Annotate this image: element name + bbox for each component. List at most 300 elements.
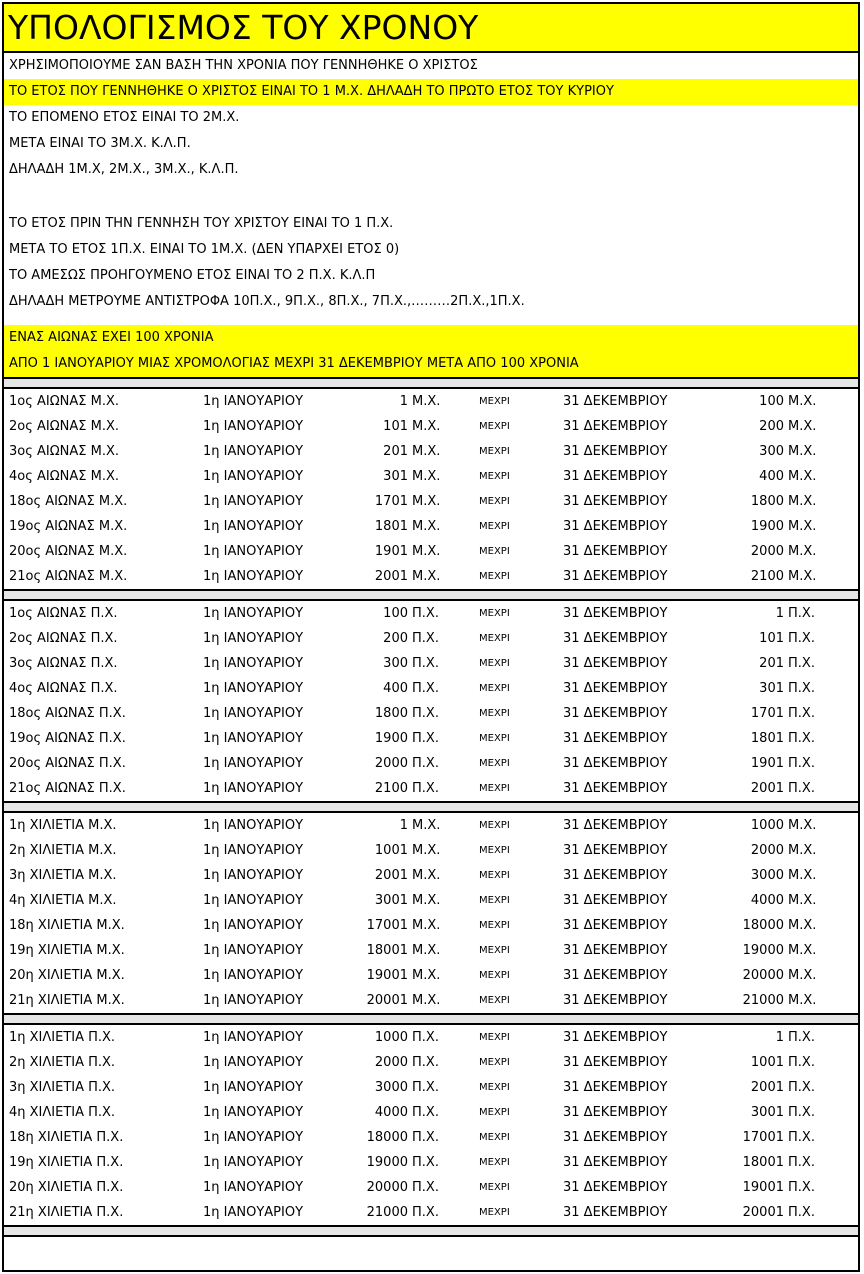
- end-date: 31 ΔΕΚΕΜΒΡΙΟΥ: [563, 918, 668, 933]
- start-date: 1η ΙΑΝΟΥΑΡΙΟΥ: [203, 1155, 304, 1170]
- end-era: Μ.Χ.: [788, 918, 817, 933]
- start-year: 20001: [366, 993, 408, 1008]
- start-year: 3001: [374, 893, 408, 908]
- table-row: [4, 751, 858, 776]
- start-year: 1701: [374, 494, 408, 509]
- end-year: 101: [759, 631, 784, 646]
- period-name: 20ος ΑΙΩΝΑΣ Μ.Χ.: [9, 544, 128, 559]
- table-row: [4, 439, 858, 464]
- start-era: Μ.Χ.: [412, 968, 441, 983]
- start-year: 2001: [374, 868, 408, 883]
- table-row: [4, 938, 858, 963]
- period-name: 1η ΧΙΛΙΕΤΙΑ Μ.Χ.: [9, 818, 117, 833]
- table-row: [4, 1150, 858, 1175]
- start-date: 1η ΙΑΝΟΥΑΡΙΟΥ: [203, 918, 304, 933]
- start-era: Π.Χ.: [412, 781, 439, 796]
- end-era: Μ.Χ.: [788, 519, 817, 534]
- period-name: 20ος ΑΙΩΝΑΣ Π.Χ.: [9, 756, 126, 771]
- table-row: [4, 726, 858, 751]
- start-year: 2001: [374, 569, 408, 584]
- end-date: 31 ΔΕΚΕΜΒΡΙΟΥ: [563, 631, 668, 646]
- start-era: Π.Χ.: [412, 756, 439, 771]
- table-row: [4, 489, 858, 514]
- end-date: 31 ΔΕΚΕΜΒΡΙΟΥ: [563, 1030, 668, 1045]
- table-row: [4, 963, 858, 988]
- section-divider: [4, 377, 858, 389]
- end-era: Π.Χ.: [788, 631, 815, 646]
- end-date: 31 ΔΕΚΕΜΒΡΙΟΥ: [563, 656, 668, 671]
- start-year: 4000: [374, 1105, 408, 1120]
- end-era: Π.Χ.: [788, 1180, 815, 1195]
- start-date: 1η ΙΑΝΟΥΑΡΙΟΥ: [203, 756, 304, 771]
- end-year: 20000: [742, 968, 784, 983]
- start-year: 301: [383, 469, 408, 484]
- start-era: Μ.Χ.: [412, 843, 441, 858]
- start-era: Π.Χ.: [412, 1105, 439, 1120]
- start-date: 1η ΙΑΝΟΥΑΡΙΟΥ: [203, 606, 304, 621]
- end-year: 2000: [750, 843, 784, 858]
- period-name: 1ος ΑΙΩΝΑΣ Μ.Χ.: [9, 394, 119, 409]
- period-name: 4η ΧΙΛΙΕΤΙΑ Μ.Χ.: [9, 893, 117, 908]
- bc-line: ΜΕΤΑ ΤΟ ΕΤΟΣ 1Π.Χ. ΕΙΝΑΙ ΤΟ 1Μ.Χ. (ΔΕΝ ΥΠΑΡΧΕΙ ΕΤΟΣ 0): [9, 242, 400, 257]
- end-year: 301: [759, 681, 784, 696]
- until-word: ΜΕΧΡΙ: [479, 1082, 510, 1093]
- start-year: 1801: [374, 519, 408, 534]
- bc-block: [4, 211, 858, 315]
- section-divider: [4, 1013, 858, 1025]
- table-row: [4, 1050, 858, 1075]
- end-year: 200: [759, 419, 784, 434]
- until-word: ΜΕΧΡΙ: [479, 658, 510, 669]
- table-row: [4, 838, 858, 863]
- end-era: Μ.Χ.: [788, 394, 817, 409]
- end-year: 19001: [742, 1180, 784, 1195]
- until-word: ΜΕΧΡΙ: [479, 608, 510, 619]
- start-date: 1η ΙΑΝΟΥΑΡΙΟΥ: [203, 544, 304, 559]
- start-date: 1η ΙΑΝΟΥΑΡΙΟΥ: [203, 569, 304, 584]
- start-date: 1η ΙΑΝΟΥΑΡΙΟΥ: [203, 1105, 304, 1120]
- until-word: ΜΕΧΡΙ: [479, 683, 510, 694]
- period-name: 2ος ΑΙΩΝΑΣ Μ.Χ.: [9, 419, 119, 434]
- end-year: 4000: [750, 893, 784, 908]
- period-name: 3ος ΑΙΩΝΑΣ Μ.Χ.: [9, 444, 119, 459]
- start-era: Μ.Χ.: [412, 544, 441, 559]
- start-date: 1η ΙΑΝΟΥΑΡΙΟΥ: [203, 818, 304, 833]
- start-year: 2000: [374, 756, 408, 771]
- end-year: 1900: [750, 519, 784, 534]
- end-era: Π.Χ.: [788, 731, 815, 746]
- until-word: ΜΕΧΡΙ: [479, 1157, 510, 1168]
- century-line: ΑΠΟ 1 ΙΑΝΟΥΑΡΙΟΥ ΜΙΑΣ ΧΡΟΜΟΛΟΓΙΑΣ ΜΕΧΡΙ 31 ΔΕΚΕΜΒΡΙΟΥ ΜΕΤΑ ΑΠΟ 100 ΧΡΟΝΙΑ: [4, 351, 858, 377]
- end-date: 31 ΔΕΚΕΜΒΡΙΟΥ: [563, 943, 668, 958]
- start-era: Μ.Χ.: [412, 519, 441, 534]
- bc-line: ΔΗΛΑΔΗ ΜΕΤΡΟΥΜΕ ΑΝΤΙΣΤΡΟΦΑ 10Π.Χ., 9Π.Χ., 8Π.Χ., 7Π.Χ.,………2Π.Χ.,1Π.Χ.: [9, 294, 525, 309]
- until-word: ΜΕΧΡΙ: [479, 895, 510, 906]
- end-era: Μ.Χ.: [788, 469, 817, 484]
- until-word: ΜΕΧΡΙ: [479, 633, 510, 644]
- table-row: [4, 888, 858, 913]
- end-era: Π.Χ.: [788, 1130, 815, 1145]
- end-date: 31 ΔΕΚΕΜΒΡΙΟΥ: [563, 394, 668, 409]
- start-year: 100: [383, 606, 408, 621]
- start-era: Μ.Χ.: [412, 918, 441, 933]
- start-year: 1: [399, 818, 408, 833]
- end-date: 31 ΔΕΚΕΜΒΡΙΟΥ: [563, 1130, 668, 1145]
- end-era: Μ.Χ.: [788, 569, 817, 584]
- start-era: Μ.Χ.: [412, 469, 441, 484]
- start-era: Π.Χ.: [412, 1205, 439, 1220]
- bc-line: ΤΟ ΕΤΟΣ ΠΡΙΝ ΤΗΝ ΓΕΝΝΗΣΗ ΤΟΥ ΧΡΙΣΤΟΥ ΕΙΝΑΙ ΤΟ 1 Π.Χ.: [9, 216, 394, 231]
- end-era: Μ.Χ.: [788, 893, 817, 908]
- period-name: 3η ΧΙΛΙΕΤΙΑ Μ.Χ.: [9, 868, 117, 883]
- end-year: 21000: [742, 993, 784, 1008]
- table-row: [4, 514, 858, 539]
- start-year: 18001: [366, 943, 408, 958]
- until-word: ΜΕΧΡΙ: [479, 471, 510, 482]
- period-name: 19η ΧΙΛΙΕΤΙΑ Μ.Χ.: [9, 943, 125, 958]
- start-era: Π.Χ.: [412, 706, 439, 721]
- start-date: 1η ΙΑΝΟΥΑΡΙΟΥ: [203, 1080, 304, 1095]
- start-year: 20000: [366, 1180, 408, 1195]
- start-era: Μ.Χ.: [412, 868, 441, 883]
- start-date: 1η ΙΑΝΟΥΑΡΙΟΥ: [203, 631, 304, 646]
- start-era: Π.Χ.: [412, 606, 439, 621]
- start-year: 201: [383, 444, 408, 459]
- table-row: [4, 626, 858, 651]
- period-name: 19η ΧΙΛΙΕΤΙΑ Π.Χ.: [9, 1155, 124, 1170]
- until-word: ΜΕΧΡΙ: [479, 1182, 510, 1193]
- end-year: 2001: [750, 1080, 784, 1095]
- end-year: 2001: [750, 781, 784, 796]
- end-era: Μ.Χ.: [788, 419, 817, 434]
- until-word: ΜΕΧΡΙ: [479, 820, 510, 831]
- period-name: 2ος ΑΙΩΝΑΣ Π.Χ.: [9, 631, 118, 646]
- until-word: ΜΕΧΡΙ: [479, 396, 510, 407]
- period-name: 18ος ΑΙΩΝΑΣ Π.Χ.: [9, 706, 126, 721]
- end-year: 1000: [750, 818, 784, 833]
- until-word: ΜΕΧΡΙ: [479, 1132, 510, 1143]
- document-sheet: [2, 2, 860, 1272]
- until-word: ΜΕΧΡΙ: [479, 1032, 510, 1043]
- period-name: 1η ΧΙΛΙΕΤΙΑ Π.Χ.: [9, 1030, 116, 1045]
- table-row: [4, 651, 858, 676]
- start-year: 400: [383, 681, 408, 696]
- end-date: 31 ΔΕΚΕΜΒΡΙΟΥ: [563, 419, 668, 434]
- until-word: ΜΕΧΡΙ: [479, 758, 510, 769]
- period-name: 2η ΧΙΛΙΕΤΙΑ Π.Χ.: [9, 1055, 116, 1070]
- start-year: 18000: [366, 1130, 408, 1145]
- end-date: 31 ΔΕΚΕΜΒΡΙΟΥ: [563, 781, 668, 796]
- start-year: 1900: [374, 731, 408, 746]
- start-date: 1η ΙΑΝΟΥΑΡΙΟΥ: [203, 1055, 304, 1070]
- start-year: 1: [399, 394, 408, 409]
- until-word: ΜΕΧΡΙ: [479, 845, 510, 856]
- start-era: Π.Χ.: [412, 1055, 439, 1070]
- start-date: 1η ΙΑΝΟΥΑΡΙΟΥ: [203, 1180, 304, 1195]
- end-era: Μ.Χ.: [788, 818, 817, 833]
- start-date: 1η ΙΑΝΟΥΑΡΙΟΥ: [203, 781, 304, 796]
- period-name: 4ος ΑΙΩΝΑΣ Μ.Χ.: [9, 469, 119, 484]
- end-year: 17001: [742, 1130, 784, 1145]
- century-definition-block: [4, 325, 858, 377]
- start-era: Μ.Χ.: [412, 444, 441, 459]
- end-era: Μ.Χ.: [788, 843, 817, 858]
- section-millennia-ad: [4, 813, 858, 1013]
- end-date: 31 ΔΕΚΕΜΒΡΙΟΥ: [563, 893, 668, 908]
- section-divider: [4, 801, 858, 813]
- end-year: 1901: [750, 756, 784, 771]
- end-date: 31 ΔΕΚΕΜΒΡΙΟΥ: [563, 569, 668, 584]
- end-era: Μ.Χ.: [788, 968, 817, 983]
- end-era: Π.Χ.: [788, 656, 815, 671]
- until-word: ΜΕΧΡΙ: [479, 1107, 510, 1118]
- until-word: ΜΕΧΡΙ: [479, 1057, 510, 1068]
- start-date: 1η ΙΑΝΟΥΑΡΙΟΥ: [203, 394, 304, 409]
- period-name: 18η ΧΙΛΙΕΤΙΑ Π.Χ.: [9, 1130, 124, 1145]
- period-name: 19ος ΑΙΩΝΑΣ Π.Χ.: [9, 731, 126, 746]
- period-name: 1ος ΑΙΩΝΑΣ Π.Χ.: [9, 606, 118, 621]
- start-year: 19001: [366, 968, 408, 983]
- until-word: ΜΕΧΡΙ: [479, 970, 510, 981]
- end-year: 400: [759, 469, 784, 484]
- section-millennia-bc: [4, 1025, 858, 1225]
- period-name: 20η ΧΙΛΙΕΤΙΑ Μ.Χ.: [9, 968, 125, 983]
- table-row: [4, 676, 858, 701]
- end-era: Π.Χ.: [788, 1205, 815, 1220]
- section-centuries-ad: [4, 389, 858, 589]
- until-word: ΜΕΧΡΙ: [479, 945, 510, 956]
- end-year: 300: [759, 444, 784, 459]
- until-word: ΜΕΧΡΙ: [479, 870, 510, 881]
- start-era: Π.Χ.: [412, 656, 439, 671]
- start-date: 1η ΙΑΝΟΥΑΡΙΟΥ: [203, 868, 304, 883]
- start-era: Π.Χ.: [412, 731, 439, 746]
- end-era: Μ.Χ.: [788, 444, 817, 459]
- period-name: 18ος ΑΙΩΝΑΣ Μ.Χ.: [9, 494, 128, 509]
- end-date: 31 ΔΕΚΕΜΒΡΙΟΥ: [563, 519, 668, 534]
- until-word: ΜΕΧΡΙ: [479, 708, 510, 719]
- start-era: Μ.Χ.: [412, 394, 441, 409]
- page-title: ΥΠΟΛΟΓΙΣΜΟΣ ΤΟΥ ΧΡΟΝΟΥ: [4, 4, 858, 53]
- start-era: Μ.Χ.: [412, 818, 441, 833]
- until-word: ΜΕΧΡΙ: [479, 446, 510, 457]
- end-date: 31 ΔΕΚΕΜΒΡΙΟΥ: [563, 444, 668, 459]
- end-year: 19000: [742, 943, 784, 958]
- section-divider: [4, 589, 858, 601]
- end-date: 31 ΔΕΚΕΜΒΡΙΟΥ: [563, 1155, 668, 1170]
- end-era: Π.Χ.: [788, 1030, 815, 1045]
- end-year: 3000: [750, 868, 784, 883]
- end-year: 1801: [750, 731, 784, 746]
- end-era: Μ.Χ.: [788, 943, 817, 958]
- end-year: 20001: [742, 1205, 784, 1220]
- end-date: 31 ΔΕΚΕΜΒΡΙΟΥ: [563, 818, 668, 833]
- period-name: 21η ΧΙΛΙΕΤΙΑ Π.Χ.: [9, 1205, 124, 1220]
- until-word: ΜΕΧΡΙ: [479, 521, 510, 532]
- start-year: 21000: [366, 1205, 408, 1220]
- end-year: 1: [775, 606, 784, 621]
- start-era: Π.Χ.: [412, 1080, 439, 1095]
- until-word: ΜΕΧΡΙ: [479, 546, 510, 557]
- start-year: 2000: [374, 1055, 408, 1070]
- until-word: ΜΕΧΡΙ: [479, 1207, 510, 1218]
- end-date: 31 ΔΕΚΕΜΒΡΙΟΥ: [563, 968, 668, 983]
- start-era: Μ.Χ.: [412, 893, 441, 908]
- period-name: 18η ΧΙΛΙΕΤΙΑ Μ.Χ.: [9, 918, 125, 933]
- end-year: 2100: [750, 569, 784, 584]
- table-row: [4, 539, 858, 564]
- end-date: 31 ΔΕΚΕΜΒΡΙΟΥ: [563, 843, 668, 858]
- until-word: ΜΕΧΡΙ: [479, 496, 510, 507]
- start-era: Π.Χ.: [412, 1180, 439, 1195]
- start-era: Π.Χ.: [412, 681, 439, 696]
- until-word: ΜΕΧΡΙ: [479, 733, 510, 744]
- start-date: 1η ΙΑΝΟΥΑΡΙΟΥ: [203, 494, 304, 509]
- start-date: 1η ΙΑΝΟΥΑΡΙΟΥ: [203, 469, 304, 484]
- table-row: [4, 389, 858, 414]
- table-row: [4, 913, 858, 938]
- end-era: Π.Χ.: [788, 706, 815, 721]
- table-row: [4, 1200, 858, 1225]
- start-date: 1η ΙΑΝΟΥΑΡΙΟΥ: [203, 1205, 304, 1220]
- table-row: [4, 1075, 858, 1100]
- period-name: 3ος ΑΙΩΝΑΣ Π.Χ.: [9, 656, 118, 671]
- start-year: 3000: [374, 1080, 408, 1095]
- start-era: Μ.Χ.: [412, 569, 441, 584]
- period-name: 4η ΧΙΛΙΕΤΙΑ Π.Χ.: [9, 1105, 116, 1120]
- table-row: [4, 601, 858, 626]
- start-date: 1η ΙΑΝΟΥΑΡΙΟΥ: [203, 893, 304, 908]
- end-era: Π.Χ.: [788, 1105, 815, 1120]
- intro-block: [4, 53, 858, 183]
- table-row: [4, 776, 858, 801]
- spacer: [4, 315, 858, 325]
- end-date: 31 ΔΕΚΕΜΒΡΙΟΥ: [563, 544, 668, 559]
- end-year: 201: [759, 656, 784, 671]
- end-date: 31 ΔΕΚΕΜΒΡΙΟΥ: [563, 1105, 668, 1120]
- until-word: ΜΕΧΡΙ: [479, 783, 510, 794]
- section-centuries-bc: [4, 601, 858, 801]
- start-date: 1η ΙΑΝΟΥΑΡΙΟΥ: [203, 1130, 304, 1145]
- end-year: 1800: [750, 494, 784, 509]
- end-year: 1001: [750, 1055, 784, 1070]
- table-row: [4, 813, 858, 838]
- period-name: 21ος ΑΙΩΝΑΣ Μ.Χ.: [9, 569, 128, 584]
- start-year: 300: [383, 656, 408, 671]
- until-word: ΜΕΧΡΙ: [479, 920, 510, 931]
- start-year: 101: [383, 419, 408, 434]
- start-date: 1η ΙΑΝΟΥΑΡΙΟΥ: [203, 968, 304, 983]
- until-word: ΜΕΧΡΙ: [479, 571, 510, 582]
- end-era: Π.Χ.: [788, 681, 815, 696]
- table-row: [4, 564, 858, 589]
- start-era: Μ.Χ.: [412, 494, 441, 509]
- start-date: 1η ΙΑΝΟΥΑΡΙΟΥ: [203, 519, 304, 534]
- intro-line-highlighted: ΤΟ ΕΤΟΣ ΠΟΥ ΓΕΝΝΗΘΗΚΕ Ο ΧΡΙΣΤΟΣ ΕΙΝΑΙ ΤΟ 1 Μ.Χ. ΔΗΛΑΔΗ ΤΟ ΠΡΩΤΟ ΕΤΟΣ ΤΟΥ ΚΥΡΙΟΥ: [4, 79, 858, 105]
- end-date: 31 ΔΕΚΕΜΒΡΙΟΥ: [563, 868, 668, 883]
- end-date: 31 ΔΕΚΕΜΒΡΙΟΥ: [563, 1205, 668, 1220]
- intro-line: ΤΟ ΕΠΟΜΕΝΟ ΕΤΟΣ ΕΙΝΑΙ ΤΟ 2Μ.Χ.: [9, 110, 240, 125]
- intro-line: ΜΕΤΑ ΕΙΝΑΙ ΤΟ 3Μ.Χ. Κ.Λ.Π.: [9, 136, 191, 151]
- century-line: ΕΝΑΣ ΑΙΩΝΑΣ ΕΧΕΙ 100 ΧΡΟΝΙΑ: [4, 325, 858, 351]
- start-era: Π.Χ.: [412, 1130, 439, 1145]
- bc-line: ΤΟ ΑΜΕΣΩΣ ΠΡΟΗΓΟΥΜΕΝΟ ΕΤΟΣ ΕΙΝΑΙ ΤΟ 2 Π.Χ. Κ.Λ.Π: [9, 268, 376, 283]
- period-name: 2η ΧΙΛΙΕΤΙΑ Μ.Χ.: [9, 843, 117, 858]
- start-date: 1η ΙΑΝΟΥΑΡΙΟΥ: [203, 843, 304, 858]
- start-year: 1000: [374, 1030, 408, 1045]
- end-era: Μ.Χ.: [788, 494, 817, 509]
- period-name: 3η ΧΙΛΙΕΤΙΑ Π.Χ.: [9, 1080, 116, 1095]
- until-word: ΜΕΧΡΙ: [479, 421, 510, 432]
- table-row: [4, 1100, 858, 1125]
- start-era: Π.Χ.: [412, 1155, 439, 1170]
- period-name: 19ος ΑΙΩΝΑΣ Μ.Χ.: [9, 519, 128, 534]
- period-name: 4ος ΑΙΩΝΑΣ Π.Χ.: [9, 681, 118, 696]
- until-word: ΜΕΧΡΙ: [479, 995, 510, 1006]
- start-date: 1η ΙΑΝΟΥΑΡΙΟΥ: [203, 1030, 304, 1045]
- start-date: 1η ΙΑΝΟΥΑΡΙΟΥ: [203, 656, 304, 671]
- end-year: 100: [759, 394, 784, 409]
- start-era: Μ.Χ.: [412, 943, 441, 958]
- start-era: Μ.Χ.: [412, 993, 441, 1008]
- start-era: Μ.Χ.: [412, 419, 441, 434]
- intro-line: ΔΗΛΑΔΗ 1Μ.Χ, 2Μ.Χ., 3Μ.Χ., Κ.Λ.Π.: [9, 162, 239, 177]
- end-year: 18001: [742, 1155, 784, 1170]
- start-date: 1η ΙΑΝΟΥΑΡΙΟΥ: [203, 706, 304, 721]
- end-date: 31 ΔΕΚΕΜΒΡΙΟΥ: [563, 1055, 668, 1070]
- end-date: 31 ΔΕΚΕΜΒΡΙΟΥ: [563, 681, 668, 696]
- start-date: 1η ΙΑΝΟΥΑΡΙΟΥ: [203, 943, 304, 958]
- period-tables: [4, 377, 858, 1237]
- intro-line: ΧΡΗΣΙΜΟΠΟΙΟΥΜΕ ΣΑΝ ΒΑΣΗ ΤΗΝ ΧΡΟΝΙΑ ΠΟΥ ΓΕΝΝΗΘΗΚΕ Ο ΧΡΙΣΤΟΣ: [9, 58, 478, 73]
- end-year: 3001: [750, 1105, 784, 1120]
- start-year: 200: [383, 631, 408, 646]
- end-date: 31 ΔΕΚΕΜΒΡΙΟΥ: [563, 756, 668, 771]
- end-era: Π.Χ.: [788, 1155, 815, 1170]
- start-date: 1η ΙΑΝΟΥΑΡΙΟΥ: [203, 731, 304, 746]
- start-date: 1η ΙΑΝΟΥΑΡΙΟΥ: [203, 681, 304, 696]
- end-era: Π.Χ.: [788, 1055, 815, 1070]
- table-row: [4, 414, 858, 439]
- start-year: 1800: [374, 706, 408, 721]
- period-name: 21ος ΑΙΩΝΑΣ Π.Χ.: [9, 781, 126, 796]
- start-year: 19000: [366, 1155, 408, 1170]
- table-row: [4, 701, 858, 726]
- table-row: [4, 1025, 858, 1050]
- start-era: Π.Χ.: [412, 631, 439, 646]
- end-year: 2000: [750, 544, 784, 559]
- end-era: Π.Χ.: [788, 781, 815, 796]
- table-row: [4, 863, 858, 888]
- period-name: 21η ΧΙΛΙΕΤΙΑ Μ.Χ.: [9, 993, 125, 1008]
- end-year: 1701: [750, 706, 784, 721]
- start-year: 2100: [374, 781, 408, 796]
- end-date: 31 ΔΕΚΕΜΒΡΙΟΥ: [563, 706, 668, 721]
- end-date: 31 ΔΕΚΕΜΒΡΙΟΥ: [563, 731, 668, 746]
- period-name: 20η ΧΙΛΙΕΤΙΑ Π.Χ.: [9, 1180, 124, 1195]
- end-year: 18000: [742, 918, 784, 933]
- table-row: [4, 464, 858, 489]
- table-row: [4, 1125, 858, 1150]
- end-year: 1: [775, 1030, 784, 1045]
- start-year: 1901: [374, 544, 408, 559]
- end-era: Π.Χ.: [788, 756, 815, 771]
- start-year: 1001: [374, 843, 408, 858]
- end-date: 31 ΔΕΚΕΜΒΡΙΟΥ: [563, 1080, 668, 1095]
- end-date: 31 ΔΕΚΕΜΒΡΙΟΥ: [563, 494, 668, 509]
- end-date: 31 ΔΕΚΕΜΒΡΙΟΥ: [563, 1180, 668, 1195]
- end-era: Μ.Χ.: [788, 544, 817, 559]
